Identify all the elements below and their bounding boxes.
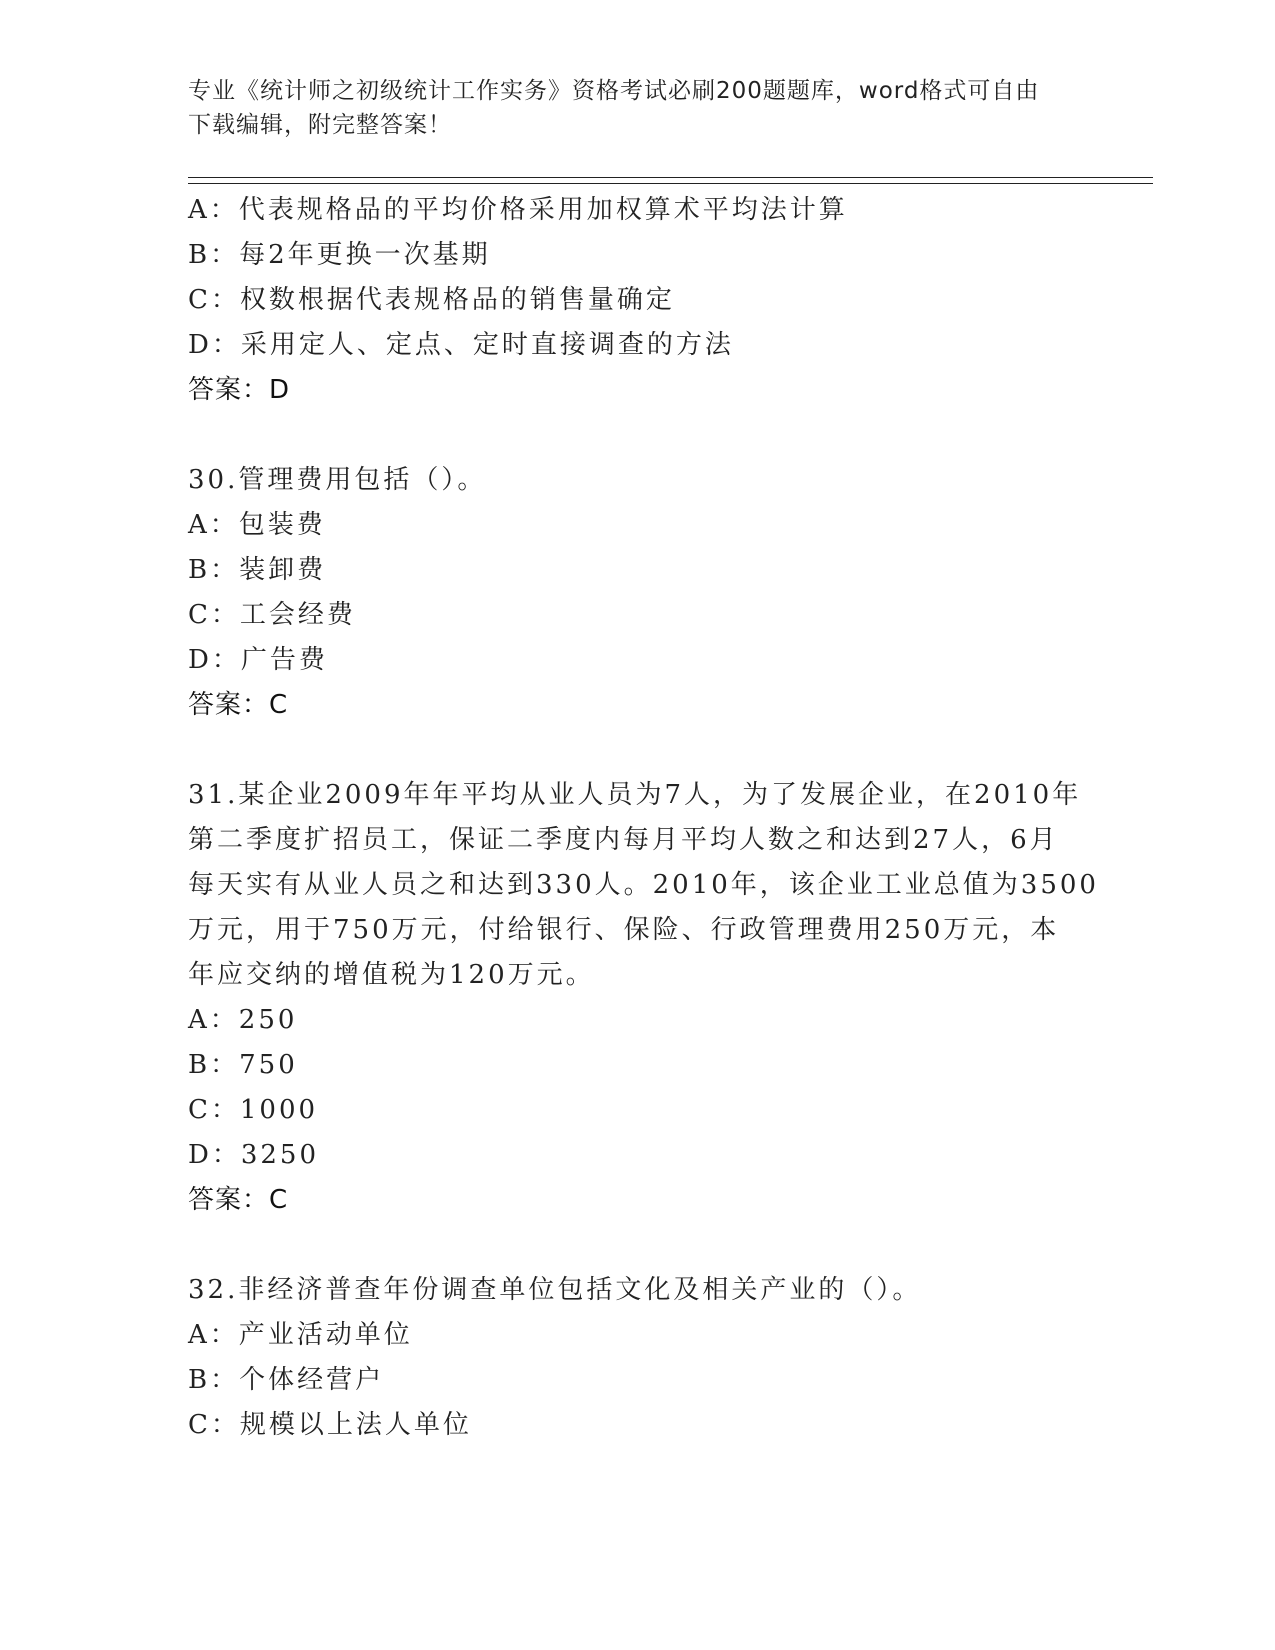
q29-option-b: B：每2年更换一次基期 <box>188 240 491 270</box>
q31-option-c: C：1000 <box>188 1095 319 1125</box>
q31-question-line-4: 万元，用于750万元，付给银行、保险、行政管理费用250万元，本 <box>188 915 1060 945</box>
q30-option-a: A：包装费 <box>188 510 326 540</box>
q31-option-b: B：750 <box>188 1050 298 1080</box>
q32-question: 32.非经济普查年份调查单位包括文化及相关产业的（）。 <box>188 1275 922 1305</box>
q32-option-c: C：规模以上法人单位 <box>188 1410 472 1440</box>
q30-option-b: B：装卸费 <box>188 555 327 585</box>
q29-option-c: C：权数根据代表规格品的销售量确定 <box>188 285 675 315</box>
q29-option-a: A：代表规格品的平均价格采用加权算术平均法计算 <box>188 195 848 225</box>
q29-answer: 答案：D <box>188 375 291 405</box>
header-line-1: 专业《统计师之初级统计工作实务》资格考试必刷200题题库，word格式可自由 <box>188 78 1040 104</box>
q31-option-a: A：250 <box>188 1005 298 1035</box>
q31-option-d: D：3250 <box>188 1140 320 1170</box>
q31-question-line-1: 31.某企业2009年年平均从业人员为7人，为了发展企业，在2010年 <box>188 780 1082 810</box>
q29-option-d: D：采用定人、定点、定时直接调查的方法 <box>188 330 734 360</box>
q31-question-line-2: 第二季度扩招员工，保证二季度内每月平均人数之和达到27人，6月 <box>188 825 1059 855</box>
q30-option-d: D：广告费 <box>188 645 328 675</box>
header-line-2: 下载编辑，附完整答案！ <box>188 112 452 138</box>
q31-answer: 答案：C <box>188 1185 289 1215</box>
header-rule-bottom <box>188 183 1153 184</box>
document-header <box>188 74 1068 142</box>
q31-question-line-5: 年应交纳的增值税为120万元。 <box>188 960 595 990</box>
q31-question-line-3: 每天实有从业人员之和达到330人。2010年，该企业工业总值为3500 <box>188 870 1099 900</box>
q30-option-c: C：工会经费 <box>188 600 356 630</box>
q32-option-a: A：产业活动单位 <box>188 1320 413 1350</box>
header-rule-top <box>188 177 1153 178</box>
q30-answer: 答案：C <box>188 690 289 720</box>
q30-question: 30.管理费用包括（）。 <box>188 465 487 495</box>
q32-option-b: B：个体经营户 <box>188 1365 385 1395</box>
